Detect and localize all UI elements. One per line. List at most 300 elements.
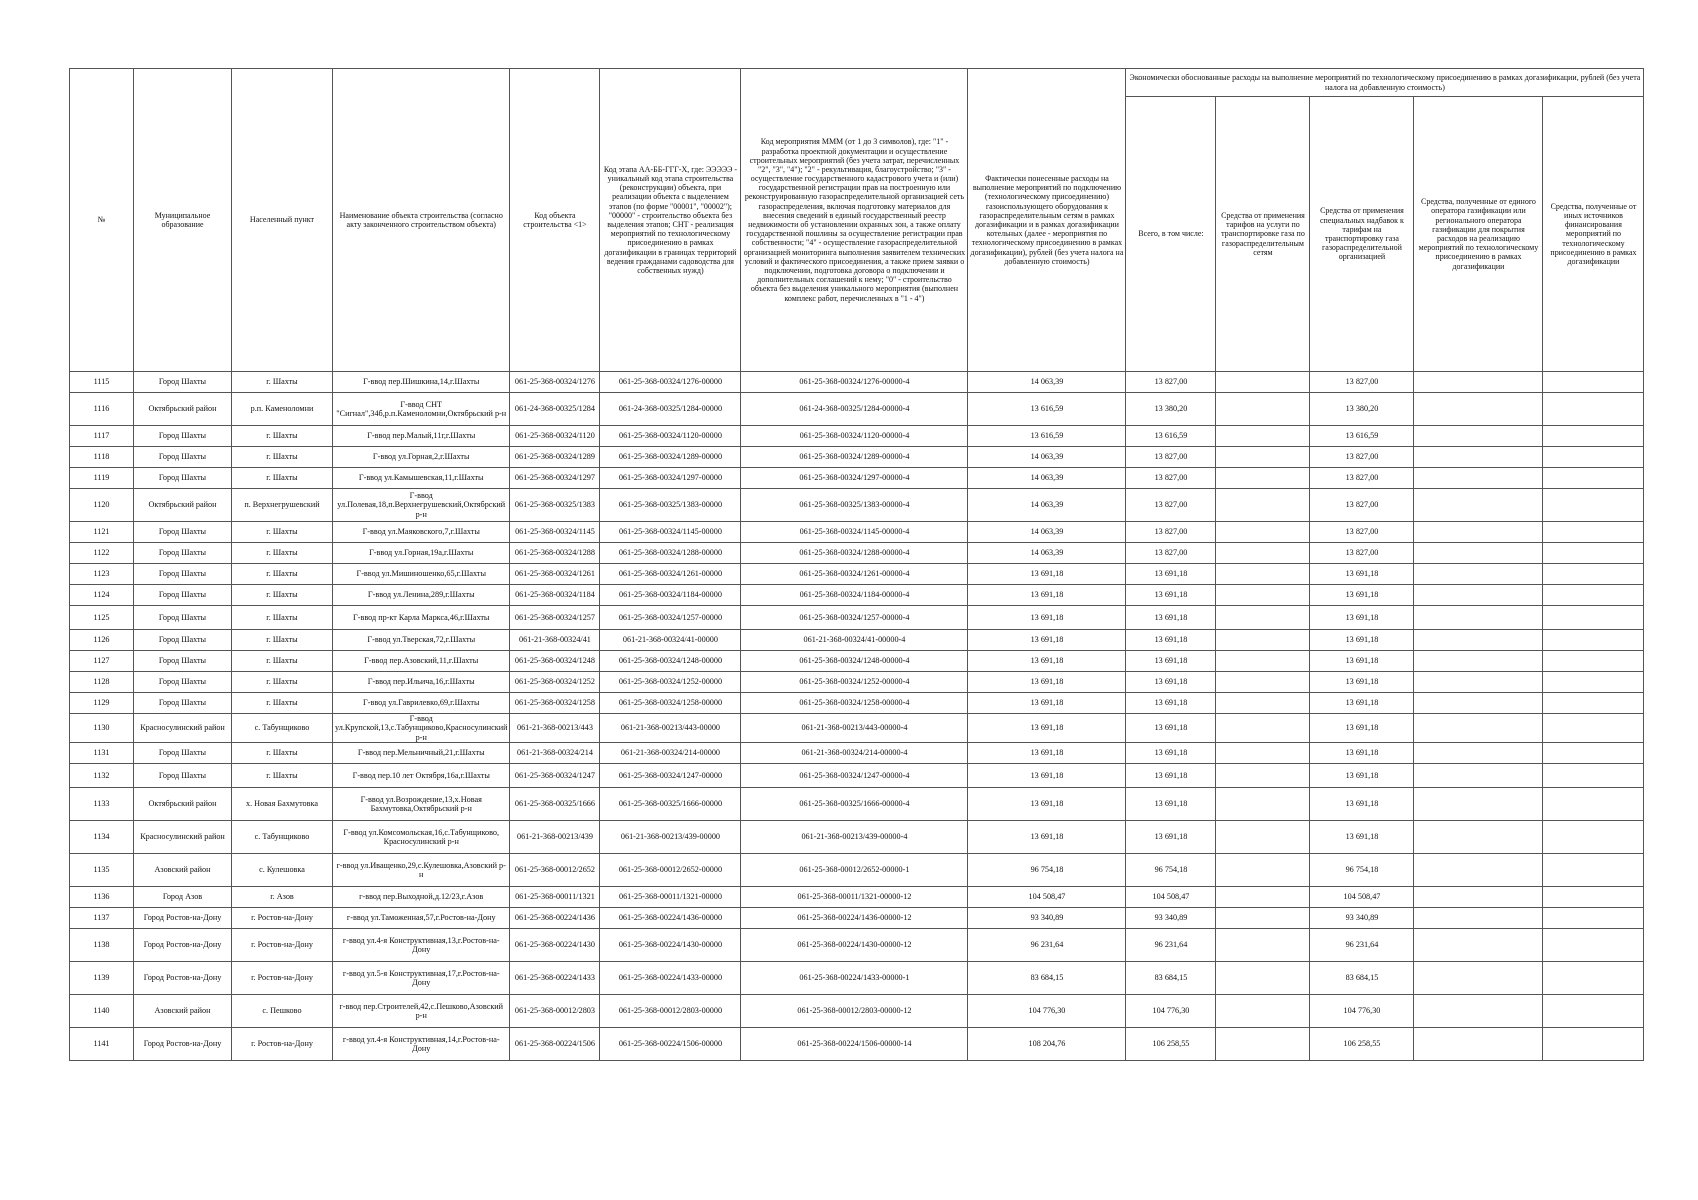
cell-np: г. Шахты <box>232 693 333 714</box>
cell-markup: 106 258,55 <box>1310 1027 1414 1060</box>
cell-name: Г-ввод ул.Возрождение,13,х.Новая Бахмутовка,Октябрьский р-н <box>333 787 510 820</box>
header-operator-funds: Средства, полученные от единого оператора газификации или регионального оператора газификации для покрытия расходов на реализацию мероприятий по технологическому присоединению в рамках догазификации <box>1414 97 1543 372</box>
cell-tariff <box>1216 393 1310 426</box>
cell-name: Г-ввод ул.Полевая,18,п.Верхнегрушевский,Октябрский р-н <box>333 489 510 522</box>
cell-mo: Город Шахты <box>134 742 232 763</box>
cell-event: 061-25-368-00324/1257-00000-4 <box>741 606 968 630</box>
cell-op <box>1414 522 1543 543</box>
cell-name: Г-ввод ул.Тверская,72,г.Шахты <box>333 630 510 651</box>
cell-total: 13 691,18 <box>1126 742 1216 763</box>
cell-num: 1132 <box>70 763 134 787</box>
cell-event: 061-25-368-00324/1184-00000-4 <box>741 585 968 606</box>
cell-obj: 061-25-368-00011/1321 <box>510 886 600 907</box>
cell-other <box>1543 489 1644 522</box>
table-body <box>70 372 1644 1061</box>
cell-obj: 061-25-368-00324/1252 <box>510 672 600 693</box>
cell-total: 13 616,59 <box>1126 426 1216 447</box>
cell-num: 1138 <box>70 928 134 961</box>
cell-name: г-ввод ул.Таможенная,57,г.Ростов-на-Дону <box>333 907 510 928</box>
table-row <box>70 606 1644 630</box>
cell-markup: 96 754,18 <box>1310 853 1414 886</box>
cell-actual: 13 616,59 <box>968 393 1126 426</box>
cell-other <box>1543 961 1644 994</box>
cell-other <box>1543 426 1644 447</box>
table-row <box>70 672 1644 693</box>
cell-mo: Город Шахты <box>134 522 232 543</box>
cell-np: г. Шахты <box>232 763 333 787</box>
cell-tariff <box>1216 742 1310 763</box>
cell-name: Г-ввод пер.Мельничный,21,г.Шахты <box>333 742 510 763</box>
cell-total: 13 691,18 <box>1126 714 1216 743</box>
cell-obj: 061-25-368-00012/2803 <box>510 994 600 1027</box>
cell-total: 13 691,18 <box>1126 693 1216 714</box>
cell-op <box>1414 693 1543 714</box>
cell-total: 13 827,00 <box>1126 372 1216 393</box>
cell-event: 061-25-368-00324/1276-00000-4 <box>741 372 968 393</box>
cell-np: г. Шахты <box>232 564 333 585</box>
cell-total: 104 776,30 <box>1126 994 1216 1027</box>
cell-stage: 061-25-368-00324/1247-00000 <box>600 763 741 787</box>
cell-name: Г-ввод ул.Камышевская,11,г.Шахты <box>333 468 510 489</box>
cell-other <box>1543 393 1644 426</box>
cell-np: г. Шахты <box>232 630 333 651</box>
cell-op <box>1414 1027 1543 1060</box>
cell-np: р.п. Каменоломни <box>232 393 333 426</box>
cell-stage: 061-25-368-00324/1252-00000 <box>600 672 741 693</box>
cell-name: Г-ввод пер.10 лет Октября,16а,г.Шахты <box>333 763 510 787</box>
cell-tariff <box>1216 714 1310 743</box>
cell-actual: 96 754,18 <box>968 853 1126 886</box>
cell-op <box>1414 787 1543 820</box>
cell-markup: 13 380,20 <box>1310 393 1414 426</box>
cell-op <box>1414 630 1543 651</box>
cell-tariff <box>1216 853 1310 886</box>
cell-mo: Город Шахты <box>134 564 232 585</box>
table-row <box>70 393 1644 426</box>
cell-other <box>1543 928 1644 961</box>
cell-stage: 061-25-368-00324/1145-00000 <box>600 522 741 543</box>
cell-other <box>1543 672 1644 693</box>
cell-other <box>1543 714 1644 743</box>
cell-actual: 13 691,18 <box>968 672 1126 693</box>
cell-stage: 061-25-368-00324/1248-00000 <box>600 651 741 672</box>
cell-actual: 13 691,18 <box>968 820 1126 853</box>
cell-total: 96 231,64 <box>1126 928 1216 961</box>
cell-tariff <box>1216 564 1310 585</box>
cell-obj: 061-25-368-00324/1120 <box>510 426 600 447</box>
cell-markup: 13 691,18 <box>1310 651 1414 672</box>
cell-num: 1125 <box>70 606 134 630</box>
cell-markup: 96 231,64 <box>1310 928 1414 961</box>
cell-num: 1116 <box>70 393 134 426</box>
cell-other <box>1543 630 1644 651</box>
cell-mo: Город Шахты <box>134 693 232 714</box>
cell-np: х. Новая Бахмутовка <box>232 787 333 820</box>
table-row <box>70 787 1644 820</box>
header-actual-costs: Фактически понесенные расходы на выполнение мероприятий по подключению (технологическому присоединению) газоиспользующего оборудования к газораспределительным сетям в рамках догазификации и в рамках догазификации котельных (далее - мероприятия по технологическому присоединению в рамках догазификации), рублей (без учета налога на добавленную стоимость) <box>968 69 1126 372</box>
cell-markup: 13 827,00 <box>1310 468 1414 489</box>
cell-total: 106 258,55 <box>1126 1027 1216 1060</box>
header-object-name: Наименование объекта строительства (согласно акту законченного строительством объекта) <box>333 69 510 372</box>
cell-op <box>1414 853 1543 886</box>
cell-op <box>1414 606 1543 630</box>
cell-markup: 13 827,00 <box>1310 372 1414 393</box>
cell-event: 061-25-368-00324/1120-00000-4 <box>741 426 968 447</box>
cell-total: 13 827,00 <box>1126 489 1216 522</box>
cell-stage: 061-21-368-00213/439-00000 <box>600 820 741 853</box>
cell-obj: 061-25-368-00324/1276 <box>510 372 600 393</box>
cell-mo: Красносулинский район <box>134 714 232 743</box>
cell-tariff <box>1216 468 1310 489</box>
cell-num: 1129 <box>70 693 134 714</box>
cell-tariff <box>1216 489 1310 522</box>
cell-total: 13 691,18 <box>1126 763 1216 787</box>
table-header <box>70 69 1644 372</box>
cell-other <box>1543 886 1644 907</box>
cell-stage: 061-21-368-00324/214-00000 <box>600 742 741 763</box>
cell-np: г. Шахты <box>232 372 333 393</box>
cell-mo: Октябрьский район <box>134 787 232 820</box>
cell-event: 061-25-368-00012/2803-00000-12 <box>741 994 968 1027</box>
cell-actual: 14 063,39 <box>968 522 1126 543</box>
cell-np: г. Шахты <box>232 522 333 543</box>
cell-actual: 13 691,18 <box>968 585 1126 606</box>
cell-mo: Город Шахты <box>134 426 232 447</box>
cell-total: 13 691,18 <box>1126 787 1216 820</box>
cell-num: 1126 <box>70 630 134 651</box>
cell-num: 1123 <box>70 564 134 585</box>
cell-total: 93 340,89 <box>1126 907 1216 928</box>
cell-other <box>1543 907 1644 928</box>
cell-obj: 061-25-368-00224/1430 <box>510 928 600 961</box>
cell-total: 13 380,20 <box>1126 393 1216 426</box>
cell-total: 83 684,15 <box>1126 961 1216 994</box>
cell-mo: Октябрьский район <box>134 489 232 522</box>
cell-op <box>1414 961 1543 994</box>
cell-mo: Город Шахты <box>134 606 232 630</box>
cell-markup: 13 827,00 <box>1310 489 1414 522</box>
cell-event: 061-21-368-00213/439-00000-4 <box>741 820 968 853</box>
cell-mo: Город Шахты <box>134 630 232 651</box>
cell-np: г. Ростов-на-Дону <box>232 907 333 928</box>
cell-total: 13 691,18 <box>1126 651 1216 672</box>
table-row <box>70 522 1644 543</box>
cell-mo: Город Шахты <box>134 447 232 468</box>
cell-name: Г-ввод ул.Гаврилевко,69,г.Шахты <box>333 693 510 714</box>
cell-obj: 061-25-368-00324/1258 <box>510 693 600 714</box>
cell-tariff <box>1216 886 1310 907</box>
cell-mo: Город Ростов-на-Дону <box>134 961 232 994</box>
cell-obj: 061-25-368-00324/1289 <box>510 447 600 468</box>
header-econ-group: Экономически обоснованные расходы на выполнение мероприятий по технологическому присоединению в рамках догазификации, рублей (без учета налога на добавленную стоимость) <box>1126 69 1644 97</box>
table-row <box>70 372 1644 393</box>
cell-num: 1139 <box>70 961 134 994</box>
cell-event: 061-25-368-00224/1433-00000-1 <box>741 961 968 994</box>
cell-obj: 061-21-368-00324/41 <box>510 630 600 651</box>
cell-actual: 13 691,18 <box>968 651 1126 672</box>
cell-other <box>1543 820 1644 853</box>
cell-op <box>1414 393 1543 426</box>
costs-table <box>69 68 1644 1061</box>
cell-other <box>1543 742 1644 763</box>
cell-actual: 14 063,39 <box>968 489 1126 522</box>
cell-op <box>1414 564 1543 585</box>
cell-total: 13 827,00 <box>1126 468 1216 489</box>
cell-num: 1117 <box>70 426 134 447</box>
cell-np: г. Шахты <box>232 651 333 672</box>
cell-actual: 13 691,18 <box>968 714 1126 743</box>
cell-num: 1120 <box>70 489 134 522</box>
cell-num: 1136 <box>70 886 134 907</box>
cell-tariff <box>1216 763 1310 787</box>
cell-obj: 061-25-368-00325/1383 <box>510 489 600 522</box>
cell-stage: 061-25-368-00324/1276-00000 <box>600 372 741 393</box>
cell-event: 061-25-368-00224/1436-00000-12 <box>741 907 968 928</box>
cell-actual: 96 231,64 <box>968 928 1126 961</box>
cell-stage: 061-25-368-00324/1257-00000 <box>600 606 741 630</box>
table-row <box>70 742 1644 763</box>
cell-event: 061-21-368-00213/443-00000-4 <box>741 714 968 743</box>
header-object-code: Код объекта строительства <1> <box>510 69 600 372</box>
cell-op <box>1414 928 1543 961</box>
cell-actual: 13 691,18 <box>968 742 1126 763</box>
cell-mo: Город Ростов-на-Дону <box>134 928 232 961</box>
table-row <box>70 468 1644 489</box>
cell-name: Г-ввод пр-кт Карла Маркса,46,г.Шахты <box>333 606 510 630</box>
cell-tariff <box>1216 928 1310 961</box>
cell-markup: 13 691,18 <box>1310 693 1414 714</box>
cell-mo: Город Шахты <box>134 372 232 393</box>
cell-tariff <box>1216 630 1310 651</box>
cell-op <box>1414 820 1543 853</box>
cell-markup: 13 827,00 <box>1310 543 1414 564</box>
table-row <box>70 961 1644 994</box>
cell-event: 061-21-368-00324/214-00000-4 <box>741 742 968 763</box>
cell-event: 061-25-368-00224/1430-00000-12 <box>741 928 968 961</box>
cell-stage: 061-25-368-00324/1297-00000 <box>600 468 741 489</box>
cell-mo: Город Шахты <box>134 543 232 564</box>
cell-actual: 13 691,18 <box>968 693 1126 714</box>
cell-name: Г-ввод пер.Малый,11г,г.Шахты <box>333 426 510 447</box>
table-row <box>70 564 1644 585</box>
cell-name: г-ввод ул.5-я Конструктивная,17,г.Ростов-на-Дону <box>333 961 510 994</box>
table-row <box>70 928 1644 961</box>
cell-num: 1122 <box>70 543 134 564</box>
cell-markup: 13 691,18 <box>1310 787 1414 820</box>
cell-np: с. Табунщиково <box>232 820 333 853</box>
cell-op <box>1414 651 1543 672</box>
cell-markup: 13 691,18 <box>1310 564 1414 585</box>
cell-mo: Азовский район <box>134 994 232 1027</box>
cell-mo: Октябрьский район <box>134 393 232 426</box>
cell-obj: 061-25-368-00224/1433 <box>510 961 600 994</box>
cell-actual: 93 340,89 <box>968 907 1126 928</box>
cell-obj: 061-25-368-00324/1257 <box>510 606 600 630</box>
table-row <box>70 426 1644 447</box>
cell-np: г. Ростов-на-Дону <box>232 1027 333 1060</box>
cell-event: 061-25-368-00324/1297-00000-4 <box>741 468 968 489</box>
table-row <box>70 651 1644 672</box>
cell-mo: Город Шахты <box>134 763 232 787</box>
cell-mo: Город Шахты <box>134 672 232 693</box>
cell-num: 1128 <box>70 672 134 693</box>
cell-markup: 13 691,18 <box>1310 763 1414 787</box>
cell-stage: 061-25-368-00324/1258-00000 <box>600 693 741 714</box>
cell-obj: 061-25-368-00325/1666 <box>510 787 600 820</box>
cell-event: 061-25-368-00324/1252-00000-4 <box>741 672 968 693</box>
cell-actual: 104 776,30 <box>968 994 1126 1027</box>
cell-name: Г-ввод ул.Горная,19а,г.Шахты <box>333 543 510 564</box>
cell-stage: 061-24-368-00325/1284-00000 <box>600 393 741 426</box>
cell-markup: 93 340,89 <box>1310 907 1414 928</box>
cell-total: 13 827,00 <box>1126 447 1216 468</box>
cell-event: 061-24-368-00325/1284-00000-4 <box>741 393 968 426</box>
cell-tariff <box>1216 820 1310 853</box>
cell-other <box>1543 606 1644 630</box>
cell-total: 13 691,18 <box>1126 564 1216 585</box>
cell-obj: 061-21-368-00213/439 <box>510 820 600 853</box>
cell-np: г. Шахты <box>232 447 333 468</box>
cell-np: п. Верхнегрушевский <box>232 489 333 522</box>
cell-total: 13 691,18 <box>1126 606 1216 630</box>
table-row <box>70 489 1644 522</box>
cell-np: г. Шахты <box>232 606 333 630</box>
cell-mo: Азовский район <box>134 853 232 886</box>
cell-num: 1140 <box>70 994 134 1027</box>
cell-name: Г-ввод ул.Комсомольская,16,с.Табунщиково, Красносулинский р-н <box>333 820 510 853</box>
cell-name: г-ввод ул.4-я Конструктивная,13,г.Ростов-на-Дону <box>333 928 510 961</box>
cell-event: 061-25-368-00324/1145-00000-4 <box>741 522 968 543</box>
cell-total: 104 508,47 <box>1126 886 1216 907</box>
cell-other <box>1543 468 1644 489</box>
cell-op <box>1414 426 1543 447</box>
cell-obj: 061-21-368-00213/443 <box>510 714 600 743</box>
cell-event: 061-25-368-00325/1383-00000-4 <box>741 489 968 522</box>
cell-tariff <box>1216 693 1310 714</box>
cell-markup: 13 691,18 <box>1310 820 1414 853</box>
cell-stage: 061-25-368-00324/1120-00000 <box>600 426 741 447</box>
cell-mo: Город Шахты <box>134 585 232 606</box>
table-row <box>70 907 1644 928</box>
cell-stage: 061-25-368-00224/1436-00000 <box>600 907 741 928</box>
cell-event: 061-25-368-00324/1247-00000-4 <box>741 763 968 787</box>
cell-markup: 104 776,30 <box>1310 994 1414 1027</box>
cell-op <box>1414 907 1543 928</box>
cell-num: 1133 <box>70 787 134 820</box>
cell-other <box>1543 651 1644 672</box>
cell-np: г. Ростов-на-Дону <box>232 928 333 961</box>
cell-total: 13 691,18 <box>1126 672 1216 693</box>
cell-tariff <box>1216 606 1310 630</box>
cell-event: 061-25-368-00012/2652-00000-1 <box>741 853 968 886</box>
cell-stage: 061-25-368-00224/1506-00000 <box>600 1027 741 1060</box>
cell-tariff <box>1216 543 1310 564</box>
cell-num: 1127 <box>70 651 134 672</box>
header-settlement: Населенный пункт <box>232 69 333 372</box>
cell-tariff <box>1216 522 1310 543</box>
cell-num: 1141 <box>70 1027 134 1060</box>
cell-markup: 13 691,18 <box>1310 742 1414 763</box>
cell-total: 13 691,18 <box>1126 820 1216 853</box>
cell-num: 1135 <box>70 853 134 886</box>
cell-name: Г-ввод пер.Азовский,11,г.Шахты <box>333 651 510 672</box>
cell-event: 061-25-368-00011/1321-00000-12 <box>741 886 968 907</box>
cell-name: г-ввод ул.4-я Конструктивная,14,г.Ростов-на-Дону <box>333 1027 510 1060</box>
table-row <box>70 693 1644 714</box>
cell-tariff <box>1216 585 1310 606</box>
cell-name: Г-ввод ул.Маяковского,7,г.Шахты <box>333 522 510 543</box>
table-row <box>70 853 1644 886</box>
cell-total: 96 754,18 <box>1126 853 1216 886</box>
cell-other <box>1543 763 1644 787</box>
cell-obj: 061-25-368-00324/1248 <box>510 651 600 672</box>
cell-stage: 061-25-368-00324/1289-00000 <box>600 447 741 468</box>
table-row <box>70 630 1644 651</box>
cell-np: г. Шахты <box>232 742 333 763</box>
cell-actual: 14 063,39 <box>968 468 1126 489</box>
cell-obj: 061-25-368-00324/1247 <box>510 763 600 787</box>
cell-num: 1130 <box>70 714 134 743</box>
cell-np: г. Азов <box>232 886 333 907</box>
cell-np: г. Шахты <box>232 585 333 606</box>
cell-stage: 061-21-368-00324/41-00000 <box>600 630 741 651</box>
cell-markup: 13 691,18 <box>1310 606 1414 630</box>
cell-num: 1134 <box>70 820 134 853</box>
cell-markup: 13 691,18 <box>1310 714 1414 743</box>
cell-other <box>1543 1027 1644 1060</box>
cell-obj: 061-25-368-00324/1145 <box>510 522 600 543</box>
cell-op <box>1414 714 1543 743</box>
cell-actual: 13 691,18 <box>968 630 1126 651</box>
cell-markup: 13 827,00 <box>1310 522 1414 543</box>
cell-op <box>1414 763 1543 787</box>
cell-other <box>1543 372 1644 393</box>
table-row <box>70 585 1644 606</box>
cell-num: 1131 <box>70 742 134 763</box>
cell-np: с. Пешково <box>232 994 333 1027</box>
table-row <box>70 886 1644 907</box>
cell-tariff <box>1216 372 1310 393</box>
header-tariff-funds: Средства от применения тарифов на услуги по транспортировке газа по газораспределительным сетям <box>1216 97 1310 372</box>
cell-other <box>1543 564 1644 585</box>
cell-actual: 13 691,18 <box>968 564 1126 585</box>
cell-other <box>1543 522 1644 543</box>
cell-other <box>1543 853 1644 886</box>
cell-tariff <box>1216 787 1310 820</box>
header-total: Всего, в том числе: <box>1126 97 1216 372</box>
header-special-markup: Средства от применения специальных надбавок к тарифам на транспортировку газа газораспределительной организацией <box>1310 97 1414 372</box>
cell-name: Г-ввод пер.Шишкина,14,г.Шахты <box>333 372 510 393</box>
cell-mo: Город Шахты <box>134 651 232 672</box>
cell-op <box>1414 585 1543 606</box>
cell-obj: 061-25-368-00324/1184 <box>510 585 600 606</box>
cell-other <box>1543 543 1644 564</box>
cell-markup: 13 691,18 <box>1310 672 1414 693</box>
cell-tariff <box>1216 907 1310 928</box>
cell-np: с. Табунщиково <box>232 714 333 743</box>
table-row <box>70 447 1644 468</box>
cell-other <box>1543 994 1644 1027</box>
cell-name: Г-ввод ул.Крупской,13,с.Табунщиково,Красносулинский р-н <box>333 714 510 743</box>
cell-mo: Город Ростов-на-Дону <box>134 907 232 928</box>
cell-op <box>1414 672 1543 693</box>
table-row <box>70 763 1644 787</box>
cell-markup: 13 691,18 <box>1310 630 1414 651</box>
cell-actual: 108 204,76 <box>968 1027 1126 1060</box>
cell-name: Г-ввод ул.Горная,2,г.Шахты <box>333 447 510 468</box>
table-row <box>70 714 1644 743</box>
cell-total: 13 827,00 <box>1126 522 1216 543</box>
